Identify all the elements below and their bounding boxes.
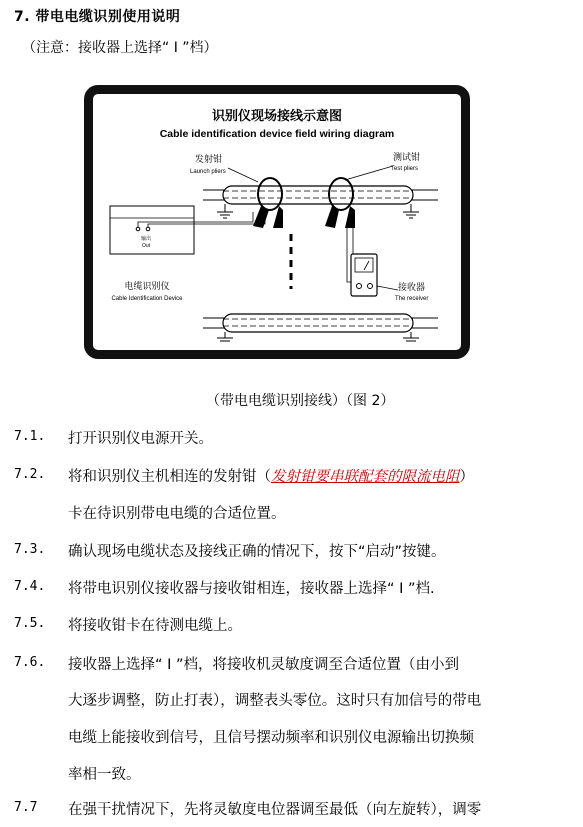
- upper-cable: [203, 186, 438, 218]
- step-line: 接收器上选择“ I ”档，将接收机灵敏度调至合适位置（由小到: [68, 657, 460, 673]
- step-number: 7.7: [14, 800, 38, 815]
- step-text: 将和识别仪主机相连的发射钳（: [68, 469, 271, 485]
- step-number: 7.2.: [14, 467, 46, 482]
- note-text: （注意：接收器上选择“ I ”档）: [22, 40, 218, 56]
- lower-cable: [203, 314, 438, 341]
- wiring-diagram-svg: [93, 94, 461, 350]
- receiver-label-cn: 接收器: [398, 282, 426, 292]
- receiver-icon: [351, 254, 377, 296]
- step-number: 7.5.: [14, 616, 46, 631]
- section-heading: 7. 带电电缆识别使用说明: [14, 9, 181, 25]
- diagram-title-cn: 识别仪现场接线示意图: [211, 108, 343, 123]
- step-line: 大逐步调整，防止打表），调整表头零位。这时只有加信号的带电: [68, 693, 482, 709]
- step-number: 7.4.: [14, 579, 46, 594]
- launch-pliers-label-cn: 发射钳: [195, 154, 223, 164]
- step-line: 电缆上能接收到信号，且信号摆动频率和识别仪电源输出切换频: [68, 730, 474, 746]
- step-line: 确认现场电缆状态及接线正确的情况下，按下“启动”按键。: [68, 544, 446, 560]
- device-label-cn: 电缆识别仪: [124, 281, 170, 291]
- test-pliers-label-en: Test pliers: [391, 166, 419, 172]
- warning-text: 发射钳要串联配套的限流电阻: [271, 469, 460, 485]
- figure-caption: （带电电缆识别接线）（图 2）: [206, 393, 395, 409]
- step-line: [68, 465, 474, 486]
- step-text: ）: [459, 469, 474, 485]
- step-line: 将带电识别仪接收器与接收钳相连，接收器上选择“ I ”档.: [68, 581, 435, 597]
- diagram-title-en: Cable identification device field wiring diagram: [159, 128, 395, 140]
- step-line: 将接收钳卡在待测电缆上。: [68, 618, 242, 634]
- step-line: 在强干扰情况下，先将灵敏度电位器调至最低（向左旋转），调零: [68, 802, 482, 818]
- output-label-en: Out: [141, 243, 151, 249]
- test-pliers-label-cn: 测试钳: [393, 152, 421, 162]
- output-label-cn: 输出: [140, 236, 152, 242]
- wiring-diagram: [84, 85, 470, 359]
- device-label-en: Cable Identification Device: [111, 296, 183, 302]
- receiver-label-en: The receiver: [395, 296, 429, 302]
- step-line: 卡在待识别带电电缆的合适位置。: [68, 506, 286, 522]
- step-number: 7.6.: [14, 655, 46, 670]
- step-line: 打开识别仪电源开关。: [68, 431, 213, 447]
- cable-identification-device: [110, 206, 265, 254]
- step-line: 率相一致。: [68, 767, 141, 783]
- launch-pliers-label-en: Launch pliers: [190, 169, 226, 175]
- step-number: 7.1.: [14, 429, 46, 444]
- step-number: 7.3.: [14, 542, 46, 557]
